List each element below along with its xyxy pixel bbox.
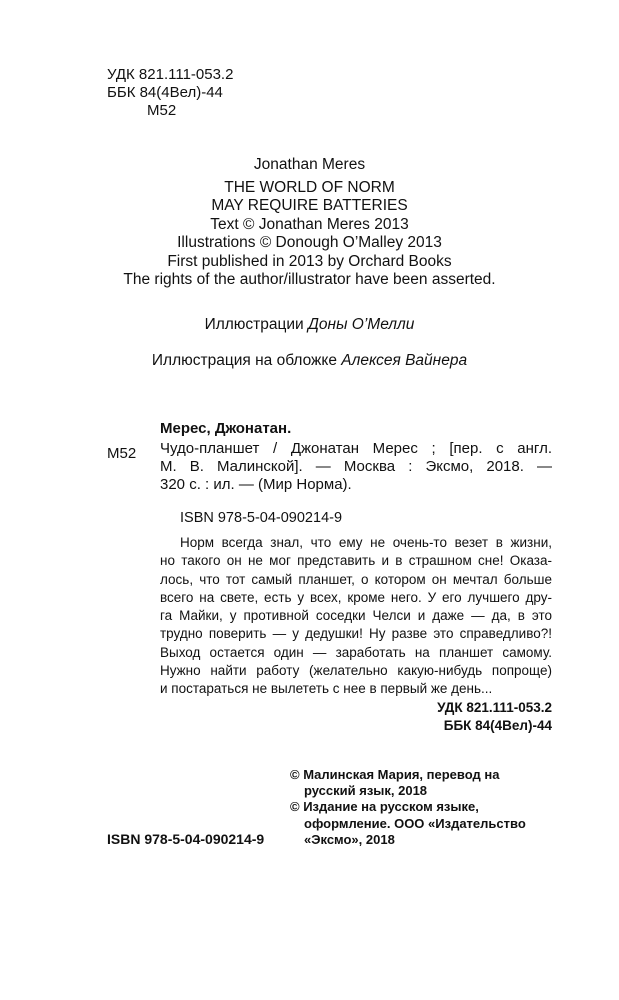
copyright-block — [290, 767, 552, 848]
udk-code: УДК 821.111-053.2 — [107, 66, 234, 83]
catalog-desc-line: М. В. Малинской]. — Москва : Эксмо, 2018. — — [160, 458, 552, 475]
interior-illustrator-label: Иллюстрации — [204, 316, 304, 333]
catalog-udk: УДК 821.111-053.2 — [437, 700, 552, 715]
rights-asserted: The rights of the author/illustrator have been asserted. — [123, 271, 496, 288]
catalog-isbn: ISBN 978-5-04-090214-9 — [180, 510, 343, 526]
annotation-line: Выход остается один — заработать на планшет самому. — [160, 644, 552, 660]
interior-illustrator-name: Доны О’Мелли — [308, 316, 415, 333]
catalog-desc-line: Чудо-планшет / Джонатан Мерес ; [пер. с англ. — [160, 440, 552, 457]
annotation-line: Норм всегда знал, что ему не очень-то везет в жизни, — [180, 535, 552, 550]
bbk-code: ББК 84(4Вел)-44 — [107, 84, 223, 101]
catalog-mark: М52 — [107, 445, 137, 462]
annotation-line: но такого он не мог представить и в страшном сне! Оказа- — [160, 553, 552, 569]
text-rights: Text © Jonathan Meres 2013 — [210, 215, 409, 233]
original-author: Jonathan Meres — [253, 156, 366, 173]
catalog-description — [160, 438, 552, 494]
bottom-isbn: ISBN 978-5-04-090214-9 — [107, 831, 265, 847]
annotation-line: лось, что тот самый планшет, о котором он мечтал больше — [160, 571, 552, 587]
annotation-line: трудно поверить — у дедушки! Ну разве это справедливо?! — [160, 626, 552, 642]
translation-copyright: © Малинская Мария, перевод на русский язык, 2018 — [290, 767, 500, 799]
annotation-line: Нужно найти работу (желательно какую-нибудь попроще) — [160, 663, 552, 679]
cover-illustrator-name: Алексея Вайнера — [341, 352, 468, 369]
annotation-line: га Майки, у противной соседки Челси и даже — да, в это — [160, 608, 552, 624]
first-published: First published in 2013 by Orchard Books — [167, 252, 452, 270]
cover-illustrator-line — [0, 352, 619, 370]
original-edition-block — [0, 156, 619, 290]
original-title-line2: MAY REQUIRE BATTERIES — [211, 197, 408, 214]
original-title-line1: THE WORLD OF NORM — [224, 178, 395, 196]
illustrations-rights: Illustrations © Donough O’Malley 2013 — [177, 234, 442, 251]
annotation-line: и постараться не вылететь с нее в первый же день... — [160, 681, 493, 697]
edition-copyright: © Издание на русском языке, оформление. ООО «Издательство «Эксмо», 2018 — [290, 799, 526, 847]
catalog-classification — [400, 699, 552, 735]
annotation-line: всего на свете, есть у всех, кроме него. У его лучшего дру- — [160, 589, 552, 605]
author-mark: М52 — [147, 102, 177, 119]
annotation — [160, 534, 552, 699]
interior-illustrator-line — [0, 316, 619, 334]
catalog-bbk: ББК 84(4Вел)-44 — [443, 718, 552, 733]
catalog-desc-line: 320 с. : ил. — (Мир Норма). — [160, 476, 352, 493]
cover-illustrator-label: Иллюстрация на обложке — [151, 352, 337, 369]
top-classification — [107, 66, 233, 120]
catalog-author-heading: Мерес, Джонатан. — [160, 420, 292, 437]
